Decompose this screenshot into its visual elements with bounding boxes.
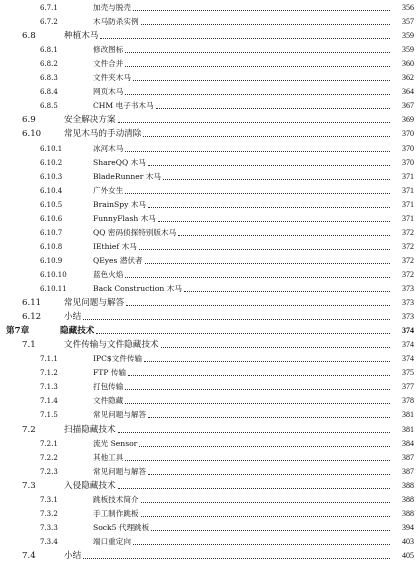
dot-leader xyxy=(141,501,390,503)
toc-entry-title: BrainSpy 木马 xyxy=(93,199,147,209)
toc-entry[interactable] xyxy=(0,254,418,268)
toc-entry[interactable] xyxy=(0,127,418,141)
dot-leader xyxy=(139,445,390,447)
dot-leader xyxy=(83,557,390,559)
toc-entry-number: 7.2.2 xyxy=(40,453,58,462)
dot-leader xyxy=(163,178,390,180)
toc-entry-number: 6.8 xyxy=(22,31,36,42)
dot-leader xyxy=(178,234,390,236)
toc-entry-page-number: 359 xyxy=(402,31,414,41)
toc-entry-page-number: 371 xyxy=(402,171,414,181)
toc-entry-page-number: 387 xyxy=(402,466,414,476)
toc-entry[interactable] xyxy=(0,43,418,57)
toc-entry-number: 6.9 xyxy=(22,115,36,126)
toc-entry-title: QEyes 潜伏者 xyxy=(93,255,143,265)
toc-entry[interactable] xyxy=(0,408,418,422)
toc-entry-title: 文件隐藏 xyxy=(93,396,124,406)
toc-entry-page-number: 364 xyxy=(402,87,414,97)
toc-entry-number: 6.10.4 xyxy=(40,186,63,195)
dot-leader xyxy=(148,206,390,208)
toc-entry-number: 6.10.5 xyxy=(40,200,63,209)
toc-entry-number: 6.12 xyxy=(22,312,42,323)
dot-leader xyxy=(141,23,390,25)
toc-entry-page-number: 357 xyxy=(402,17,414,27)
toc-entry-page-number: 371 xyxy=(402,213,414,223)
toc-entry-number: 6.7.2 xyxy=(40,18,58,27)
dot-leader xyxy=(133,543,390,545)
toc-entry-page-number: 388 xyxy=(402,508,414,518)
dot-leader xyxy=(144,360,390,362)
toc-entry-number: 6.10.7 xyxy=(40,228,63,237)
toc-entry-page-number: 373 xyxy=(402,298,414,308)
toc-entry-number: 7.4 xyxy=(22,550,36,561)
toc-entry[interactable] xyxy=(0,57,418,71)
toc-entry-page-number: 373 xyxy=(402,284,414,293)
toc-entry-number: 7.1.2 xyxy=(40,369,58,378)
toc-entry-title: CHM 电子书木马 xyxy=(93,101,154,111)
dot-leader xyxy=(125,65,390,67)
toc-entry-title: BladeRunner 木马 xyxy=(93,171,162,181)
toc-entry-title: QQ 密码侦探特别版木马 xyxy=(93,227,177,237)
toc-entry-page-number: 394 xyxy=(402,522,414,532)
toc-entry-title: 文件夹木马 xyxy=(93,73,131,83)
toc-entry-title: 广外女生 xyxy=(93,185,124,195)
toc-entry[interactable] xyxy=(0,184,418,198)
toc-entry-page-number: 370 xyxy=(402,129,414,139)
toc-entry[interactable] xyxy=(0,366,418,380)
dot-leader xyxy=(125,51,390,53)
dot-leader xyxy=(118,431,390,433)
toc-entry-title: 网页木马 xyxy=(93,87,124,97)
dot-leader xyxy=(139,248,390,250)
toc-entry-number: 7.3 xyxy=(22,480,36,491)
toc-entry-title: IEthief 木马 xyxy=(93,241,137,251)
toc-entry[interactable] xyxy=(0,212,418,226)
toc-entry-number: 7.1.4 xyxy=(40,397,58,406)
toc-entry-number: 7.1.1 xyxy=(40,355,58,364)
toc-entry-page-number: 375 xyxy=(402,368,414,378)
toc-entry[interactable] xyxy=(0,465,418,479)
dot-leader xyxy=(96,332,390,334)
toc-entry-page-number: 370 xyxy=(402,157,414,167)
toc-entry-title: 跳板技术简介 xyxy=(93,494,139,504)
toc-entry-title: 其他工具 xyxy=(93,452,124,462)
toc-entry-title: 加壳与脱壳 xyxy=(93,3,131,12)
toc-entry[interactable] xyxy=(0,493,418,507)
dot-leader xyxy=(148,416,390,418)
dot-leader xyxy=(145,262,390,264)
toc-entry-number: 7.3.4 xyxy=(40,537,58,546)
toc-entry[interactable] xyxy=(0,549,418,563)
toc-entry-title: 种植木马 xyxy=(64,31,99,42)
toc-entry[interactable] xyxy=(0,380,418,394)
toc-entry-title: 打包传输 xyxy=(93,382,124,392)
toc-entry[interactable] xyxy=(0,156,418,170)
toc-entry[interactable] xyxy=(0,198,418,212)
toc-entry-title: 常见木马的手动清除 xyxy=(64,129,142,140)
toc-entry-page-number: 359 xyxy=(402,45,414,55)
toc-entry-page-number: 405 xyxy=(402,550,414,560)
toc-entry[interactable] xyxy=(0,437,418,451)
toc-entry-page-number: 372 xyxy=(402,255,414,265)
toc-entry-title: IPC$文件传输 xyxy=(93,354,143,364)
toc-entry-title: 冰河木马 xyxy=(93,143,124,153)
toc-entry-title: 文件合并 xyxy=(93,59,124,69)
dot-leader xyxy=(143,135,390,137)
toc-entry-title: 安全解决方案 xyxy=(64,115,116,126)
toc-entry[interactable] xyxy=(0,226,418,240)
toc-entry-number: 7.1.5 xyxy=(40,411,58,420)
toc-entry-number: 7.1.3 xyxy=(40,383,58,392)
toc-entry[interactable] xyxy=(0,394,418,408)
toc-entry-title: FunnyFlash 木马 xyxy=(93,213,156,223)
toc-entry-page-number: 371 xyxy=(402,199,414,209)
toc-entry-number: 6.10 xyxy=(22,129,42,140)
toc-entry[interactable] xyxy=(0,352,418,366)
toc-entry-number: 6.10.3 xyxy=(40,172,63,181)
toc-entry[interactable] xyxy=(0,507,418,521)
toc-entry-number: 6.8.1 xyxy=(40,46,58,55)
toc-entry-number: 7.3.2 xyxy=(40,509,58,518)
toc-entry[interactable] xyxy=(0,15,418,29)
toc-entry[interactable] xyxy=(0,29,418,43)
toc-entry-number: 7.2 xyxy=(22,424,36,435)
toc-entry-number: 7.3.3 xyxy=(40,523,58,532)
toc-entry[interactable] xyxy=(0,71,418,85)
toc-entry[interactable] xyxy=(0,535,418,549)
toc-entry-number: 7.2.1 xyxy=(40,439,58,448)
toc-entry-title: 常见问题与解答 xyxy=(64,298,125,309)
dot-leader xyxy=(83,318,390,320)
toc-entry-number: 7.3.1 xyxy=(40,495,58,504)
toc-entry[interactable] xyxy=(0,240,418,254)
toc-entry-page-number: 374 xyxy=(402,354,414,364)
toc-entry[interactable] xyxy=(0,99,418,113)
toc-entry[interactable] xyxy=(0,1,418,15)
toc-entry-number: 6.10.2 xyxy=(40,158,63,167)
toc-entry-title: 木马防杀实例 xyxy=(93,17,139,27)
dot-leader xyxy=(125,93,390,95)
dot-leader xyxy=(125,459,390,461)
toc-entry-number: 6.8.5 xyxy=(40,102,58,111)
toc-entry-title: 扫描隐藏技术 xyxy=(64,424,116,435)
toc-entry-page-number: 377 xyxy=(402,382,414,392)
toc-entry-title: Back Construction 木马 xyxy=(93,284,182,293)
dot-leader xyxy=(118,121,390,123)
toc-entry-number: 6.10.11 xyxy=(40,285,67,293)
toc-entry[interactable] xyxy=(0,268,418,282)
toc-entry[interactable] xyxy=(0,142,418,156)
toc-entry-number: 6.8.4 xyxy=(40,88,58,97)
toc-entry-page-number: 374 xyxy=(402,326,414,336)
toc-entry-page-number: 356 xyxy=(402,3,414,12)
toc-entry-title: 流光 Sensor xyxy=(93,438,138,448)
toc-entry-title: 入侵隐藏技术 xyxy=(64,480,116,491)
toc-entry-number: 6.10.9 xyxy=(40,256,63,265)
toc-entry-title: 常见问题与解答 xyxy=(93,466,147,476)
toc-entry-page-number: 387 xyxy=(402,452,414,462)
toc-entry-page-number: 373 xyxy=(402,312,414,322)
toc-entry-number: 第7章 xyxy=(6,326,30,337)
dot-leader xyxy=(148,473,390,475)
toc-entry[interactable] xyxy=(0,170,418,184)
toc-entry-title: 修改图标 xyxy=(93,45,124,55)
toc-entry-title: 端口重定向 xyxy=(93,536,131,546)
dot-leader xyxy=(151,529,390,531)
toc-entry-title: 常见问题与解答 xyxy=(93,410,147,420)
toc-entry-page-number: 369 xyxy=(402,115,414,125)
toc-entry-title: 小结 xyxy=(64,312,82,323)
toc-entry-page-number: 381 xyxy=(402,410,414,420)
toc-entry-title: 手工制作跳板 xyxy=(93,508,139,518)
toc-entry-number: 6.10.10 xyxy=(40,270,67,279)
toc-entry-title: 蓝色火焰 xyxy=(93,269,124,279)
toc-entry[interactable] xyxy=(0,310,418,324)
toc-entry[interactable] xyxy=(0,85,418,99)
toc-entry-page-number: 372 xyxy=(402,241,414,251)
toc-entry-number: 6.8.2 xyxy=(40,60,58,69)
dot-leader xyxy=(148,164,390,166)
toc-entry[interactable] xyxy=(0,324,418,338)
toc-entry-page-number: 388 xyxy=(402,494,414,504)
toc-entry-page-number: 378 xyxy=(402,396,414,406)
dot-leader xyxy=(156,107,390,109)
toc-entry-page-number: 384 xyxy=(402,438,414,448)
dot-leader xyxy=(184,290,390,292)
dot-leader xyxy=(133,79,390,81)
toc-entry[interactable] xyxy=(0,521,418,535)
toc-entry-page-number: 374 xyxy=(402,340,414,350)
toc-entry-page-number: 371 xyxy=(402,185,414,195)
toc-entry-title: 文件传输与文件隐藏技术 xyxy=(64,340,159,351)
toc-entry-page-number: 372 xyxy=(402,269,414,279)
toc-entry-page-number: 367 xyxy=(402,101,414,111)
toc-entry[interactable] xyxy=(0,338,418,352)
toc-entry-page-number: 370 xyxy=(402,143,414,153)
dot-leader xyxy=(141,515,390,517)
dot-leader xyxy=(133,9,390,11)
dot-leader xyxy=(125,150,390,152)
toc-entry-title: FTP 传输 xyxy=(93,368,127,378)
toc-entry[interactable] xyxy=(0,451,418,465)
toc-entry-title: 隐藏技术 xyxy=(60,326,95,337)
toc-entry-page-number: 362 xyxy=(402,73,414,83)
toc-entry-number: 7.2.3 xyxy=(40,467,58,476)
toc-entry-page-number: 360 xyxy=(402,59,414,69)
toc-entry-number: 6.7.1 xyxy=(40,4,58,12)
dot-leader xyxy=(128,374,390,376)
toc-entry-number: 6.10.8 xyxy=(40,242,63,251)
dot-leader xyxy=(125,402,390,404)
dot-leader xyxy=(100,37,390,39)
toc-entry-page-number: 381 xyxy=(402,424,414,434)
dot-leader xyxy=(125,276,390,278)
toc-entry[interactable] xyxy=(0,113,418,127)
dot-leader xyxy=(125,388,390,390)
toc-entry-title: 小结 xyxy=(64,550,82,561)
toc-entry-page-number: 372 xyxy=(402,227,414,237)
toc-entry-number: 6.11 xyxy=(22,298,42,309)
toc-entry-title: ShareQQ 木马 xyxy=(93,157,146,167)
toc-entry-page-number: 388 xyxy=(402,480,414,490)
dot-leader xyxy=(158,220,390,222)
toc-entry-title: Sock5 代理跳板 xyxy=(93,522,150,532)
toc-entry[interactable] xyxy=(0,282,418,296)
toc-entry[interactable] xyxy=(0,296,418,310)
dot-leader xyxy=(118,487,390,489)
dot-leader xyxy=(125,192,390,194)
toc-entry[interactable] xyxy=(0,423,418,437)
dot-leader xyxy=(161,346,390,348)
toc-entry-page-number: 403 xyxy=(402,536,414,546)
toc-entry-number: 7.1 xyxy=(22,340,36,351)
dot-leader xyxy=(126,304,390,306)
toc-entry-number: 6.10.1 xyxy=(40,144,63,153)
toc-entry-number: 6.10.6 xyxy=(40,214,63,223)
toc-entry-number: 6.8.3 xyxy=(40,74,58,83)
toc-entry[interactable] xyxy=(0,479,418,493)
